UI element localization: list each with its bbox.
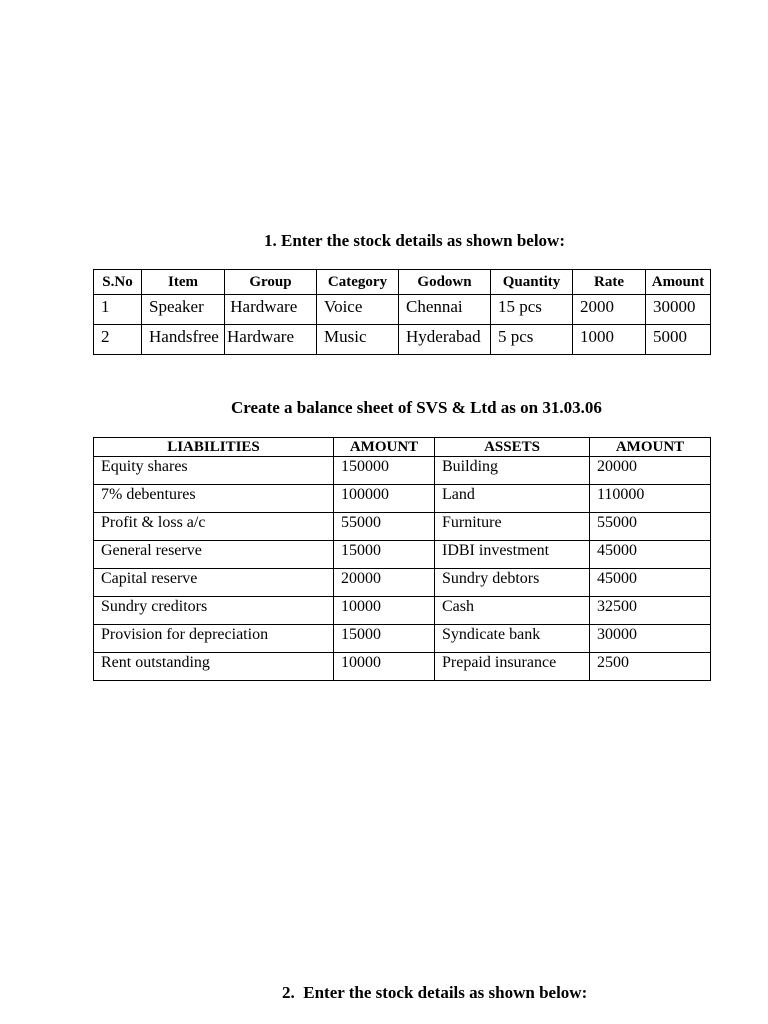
- balance-cell: IDBI investment: [435, 541, 590, 569]
- balance-cell: 32500: [590, 597, 711, 625]
- stock-cell: 5000: [646, 325, 711, 355]
- table-row: [94, 597, 711, 625]
- stock-cell: Speaker: [142, 295, 225, 325]
- balance-cell: Land: [435, 485, 590, 513]
- stock-cell: 1000: [573, 325, 646, 355]
- balance-cell: Profit & loss a/c: [94, 513, 334, 541]
- balance-cell: Rent outstanding: [94, 653, 334, 681]
- table-row: [94, 295, 711, 325]
- table-row: [94, 625, 711, 653]
- stock-cell: Hardware: [225, 295, 317, 325]
- table-row: [94, 325, 711, 355]
- balance-cell: 15000: [334, 625, 435, 653]
- stock-header-cell: Amount: [646, 270, 711, 295]
- balance-header-cell: AMOUNT: [334, 438, 435, 457]
- stock-cell: 2: [94, 325, 142, 355]
- stock-header-cell: Group: [225, 270, 317, 295]
- stock-header-cell: S.No: [94, 270, 142, 295]
- balance-cell: 15000: [334, 541, 435, 569]
- balance-cell: 150000: [334, 457, 435, 485]
- table-row: [94, 569, 711, 597]
- balance-cell: Sundry creditors: [94, 597, 334, 625]
- stock-cell: 2000: [573, 295, 646, 325]
- balance-cell: Provision for depreciation: [94, 625, 334, 653]
- stock-heading-1: 1. Enter the stock details as shown below:: [264, 231, 565, 250]
- balance-cell: 110000: [590, 485, 711, 513]
- stock-table: [93, 269, 711, 355]
- balance-cell: Cash: [435, 597, 590, 625]
- balance-cell: 10000: [334, 653, 435, 681]
- stock-heading-2: 2. Enter the stock details as shown below:: [282, 983, 588, 1002]
- stock-cell: Handsfree: [142, 325, 225, 355]
- table-row: [94, 457, 711, 485]
- stock-cell: Chennai: [399, 295, 491, 325]
- stock-header-cell: Category: [317, 270, 399, 295]
- stock-cell: 5 pcs: [491, 325, 573, 355]
- stock-cell: 15 pcs: [491, 295, 573, 325]
- stock-cell: Voice: [317, 295, 399, 325]
- balance-cell: Building: [435, 457, 590, 485]
- balance-header-row: [94, 438, 711, 457]
- balance-header-cell: ASSETS: [435, 438, 590, 457]
- stock-cell: 30000: [646, 295, 711, 325]
- balance-header-cell: AMOUNT: [590, 438, 711, 457]
- balance-cell: 55000: [334, 513, 435, 541]
- stock-cell: Hardware: [225, 325, 317, 355]
- balance-cell: 45000: [590, 541, 711, 569]
- balance-cell: 30000: [590, 625, 711, 653]
- table-row: [94, 541, 711, 569]
- stock-header-cell: Rate: [573, 270, 646, 295]
- stock-cell: Hyderabad: [399, 325, 491, 355]
- stock-header-cell: Godown: [399, 270, 491, 295]
- balance-cell: 7% debentures: [94, 485, 334, 513]
- balance-cell: 45000: [590, 569, 711, 597]
- table-row: [94, 513, 711, 541]
- balance-cell: 55000: [590, 513, 711, 541]
- stock-header-cell: Quantity: [491, 270, 573, 295]
- balance-cell: General reserve: [94, 541, 334, 569]
- table-row: [94, 653, 711, 681]
- stock-cell: 1: [94, 295, 142, 325]
- balance-cell: Sundry debtors: [435, 569, 590, 597]
- balance-cell: Capital reserve: [94, 569, 334, 597]
- balance-cell: 10000: [334, 597, 435, 625]
- balance-cell: 20000: [334, 569, 435, 597]
- balance-cell: Equity shares: [94, 457, 334, 485]
- stock-header-cell: Item: [142, 270, 225, 295]
- balance-sheet-heading: Create a balance sheet of SVS & Ltd as on 31.03.06: [231, 398, 602, 417]
- balance-cell: 100000: [334, 485, 435, 513]
- stock-cell: Music: [317, 325, 399, 355]
- balance-sheet-table: [93, 437, 711, 681]
- balance-cell: Furniture: [435, 513, 590, 541]
- stock-table-header-row: [94, 270, 711, 295]
- table-row: [94, 485, 711, 513]
- balance-cell: 2500: [590, 653, 711, 681]
- balance-cell: Syndicate bank: [435, 625, 590, 653]
- balance-cell: 20000: [590, 457, 711, 485]
- balance-cell: Prepaid insurance: [435, 653, 590, 681]
- balance-header-cell: LIABILITIES: [94, 438, 334, 457]
